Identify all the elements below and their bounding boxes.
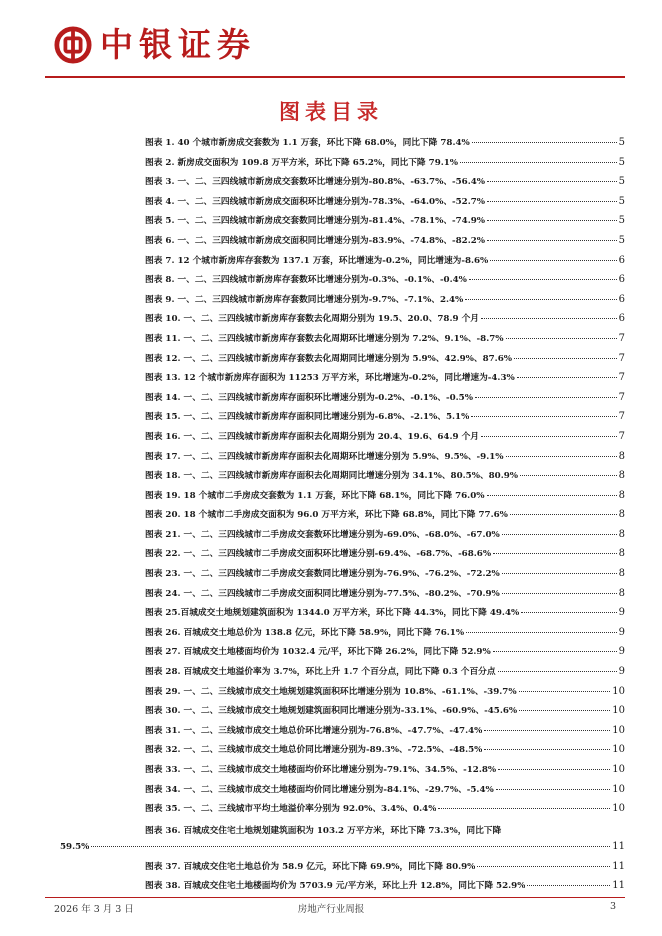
- toc-entry-page: 8: [618, 509, 625, 521]
- toc-dot-leader: [506, 456, 617, 457]
- toc-entry-continuation: [60, 841, 625, 860]
- toc-entry[interactable]: [145, 567, 625, 587]
- toc-entry[interactable]: [60, 822, 625, 860]
- footer-divider: [45, 897, 625, 898]
- toc-entry-page: 8: [618, 528, 625, 540]
- toc-dot-leader: [460, 162, 617, 163]
- toc-entry[interactable]: [145, 508, 625, 528]
- toc-entry-text: 图表 27. 百城成交土地楼面均价为 1032.4 元/平，环比下降 26.2%，同比下降 52.9%: [145, 647, 491, 658]
- toc-dot-leader: [490, 260, 616, 261]
- toc-entry-page: 8: [618, 587, 625, 599]
- toc-entry-text: 图表 6. 一、二、三四线城市新房成交面积同比增速分别为-83.9%、-74.8%、-82.2%: [145, 235, 486, 246]
- toc-entry-page: 6: [618, 254, 625, 266]
- toc-dot-leader: [91, 846, 610, 847]
- toc-entry-page: 10: [612, 764, 625, 775]
- toc-dot-leader: [502, 534, 617, 535]
- toc-entry[interactable]: [145, 234, 625, 254]
- toc-dot-leader: [469, 279, 617, 280]
- toc-entry-page: 7: [618, 391, 625, 403]
- toc-entry-page: 7: [618, 352, 625, 364]
- toc-entry[interactable]: [145, 606, 625, 626]
- toc-entry[interactable]: [145, 763, 625, 783]
- toc-entry-page: 7: [618, 411, 625, 423]
- toc-dot-leader: [438, 808, 610, 809]
- toc-entry-text: 图表 9. 一、二、三四线城市新房库存套数同比增速分别为-9.7%、-7.1%、2.4%: [145, 294, 464, 305]
- toc-dot-leader: [477, 866, 610, 867]
- toc-dot-leader: [465, 299, 616, 300]
- toc-dot-leader: [519, 710, 610, 711]
- toc-entry[interactable]: [145, 254, 625, 274]
- toc-entry-page: 7: [618, 430, 625, 442]
- toc-dot-leader: [472, 142, 617, 143]
- bank-of-china-logo-icon: [54, 26, 92, 64]
- toc-list: [60, 136, 625, 899]
- toc-entry-text: 图表 8. 一、二、三四线城市新房库存套数环比增速分别为-0.3%、-0.1%、-0.4%: [145, 275, 467, 286]
- toc-entry-page: 5: [618, 156, 625, 168]
- toc-entry-text: 图表 19. 18 个城市二手房成交套数为 1.1 万套，环比下降 68.1%，同比下降 76.0%: [145, 490, 485, 501]
- toc-entry[interactable]: [145, 391, 625, 411]
- toc-entry-page: 7: [618, 372, 625, 384]
- toc-entry-text: 图表 13. 12 个城市新房库存面积为 11253 万平方米，环比增速为-0.2%，同比增速为-4.3%: [145, 373, 515, 384]
- brand-name: 中银证券: [100, 25, 256, 64]
- toc-dot-leader: [487, 240, 617, 241]
- toc-entry[interactable]: [145, 645, 625, 665]
- toc-entry[interactable]: [145, 332, 625, 352]
- toc-dot-leader: [471, 416, 616, 417]
- toc-entry-text: 图表 32. 一、二、三线城市成交土地总价同比增速分别为-89.3%、-72.5%、-48.5%: [145, 745, 483, 756]
- toc-entry[interactable]: [145, 489, 625, 509]
- toc-entry-text: 图表 4. 一、二、三四线城市新房成交面积环比增速分别为-78.3%、-64.0%、-52.7%: [145, 196, 486, 207]
- toc-dot-leader: [514, 358, 617, 359]
- toc-entry-page: 6: [618, 274, 625, 286]
- toc-entry-text: 图表 38. 百城成交住宅土地楼面均价为 5703.9 元/平方米，环比上升 12.8%，同比下降 52.9%: [145, 881, 526, 892]
- toc-entry-text: 图表 34. 一、二、三线城市成交土地楼面均价同比增速分别为-84.1%、-29.7%、-5.4%: [145, 784, 494, 795]
- toc-entry-text: 图表 22. 一、二、三四线城市二手房成交面积环比增速分别-69.4%、-68.7%、-68.6%: [145, 549, 492, 560]
- toc-entry[interactable]: [145, 547, 625, 567]
- toc-entry-text-tail: 59.5%: [60, 841, 90, 852]
- toc-entry-text: 图表 21. 一、二、三四线城市二手房成交套数环比增速分别为-69.0%、-68.0%、-67.0%: [145, 529, 500, 540]
- toc-entry-text: 图表 25.百城成交土地规划建筑面积为 1344.0 万平方米，环比下降 44.3%，同比下降 49.4%: [145, 608, 520, 619]
- toc-entry[interactable]: [145, 626, 625, 646]
- toc-entry-text: 图表 28. 百城成交土地溢价率为 3.7%，环比上升 1.7 个百分点，同比下降 0.3 个百分点: [145, 667, 496, 678]
- toc-entry-page: 5: [618, 137, 625, 148]
- toc-entry-text: 图表 37. 百城成交住宅土地总价为 58.9 亿元，环比下降 69.9%，同比下降 80.9%: [145, 861, 476, 872]
- toc-entry-page: 5: [618, 195, 625, 207]
- toc-entry-text: 图表 15. 一、二、三四线城市新房库存面积同比增速分别为-6.8%、-2.1%、5.1%: [145, 412, 470, 423]
- toc-entry-page: 11: [612, 880, 625, 892]
- toc-entry[interactable]: [145, 587, 625, 607]
- toc-entry[interactable]: [145, 156, 625, 176]
- toc-dot-leader: [493, 651, 617, 652]
- toc-entry[interactable]: [145, 685, 625, 705]
- toc-entry-text: 图表 20. 18 个城市二手房成交面积为 96.0 万平方米，环比下降 68.8%，同比下降 77.6%: [145, 510, 508, 521]
- toc-title: 图表目录: [279, 100, 383, 124]
- toc-entry[interactable]: [145, 743, 625, 763]
- toc-entry[interactable]: [145, 783, 625, 803]
- toc-dot-leader: [481, 436, 617, 437]
- toc-entry-page: 9: [618, 607, 625, 619]
- toc-entry-page: 7: [618, 332, 625, 344]
- toc-entry[interactable]: [145, 273, 625, 293]
- toc-dot-leader: [496, 789, 611, 790]
- toc-entry-text: 图表 23. 一、二、三四线城市二手房成交套数同比增速分别为-76.9%、-76.2%、-72.2%: [145, 569, 500, 580]
- toc-entry-page: 8: [618, 489, 625, 501]
- toc-entry[interactable]: [145, 802, 625, 822]
- toc-entry-page: 10: [612, 803, 625, 815]
- page-header: [0, 0, 662, 78]
- toc-entry-page: 8: [618, 568, 625, 580]
- toc-dot-leader: [519, 691, 611, 692]
- toc-entry[interactable]: [145, 724, 625, 744]
- toc-entry-text: 图表 3. 一、二、三四线城市新房成交套数环比增速分别为-80.8%、-63.7%、-56.4%: [145, 177, 486, 188]
- toc-dot-leader: [475, 397, 617, 398]
- toc-entry[interactable]: [145, 860, 625, 880]
- toc-entry-text: 图表 18. 一、二、三四线城市新房库存面积去化周期同比增速分别为 34.1%、80.5%、80.9%: [145, 471, 519, 482]
- toc-dot-leader: [520, 475, 617, 476]
- toc-entry-page: 5: [618, 215, 625, 227]
- toc-entry[interactable]: [145, 430, 625, 450]
- toc-entry-page: 8: [618, 470, 625, 482]
- toc-dot-leader: [506, 338, 617, 339]
- toc-entry-text: 图表 26. 百城成交土地总价为 138.8 亿元，环比下降 58.9%，同比下降 76.1%: [145, 627, 465, 638]
- toc-entry-text: 图表 29. 一、二、三线城市成交土地规划建筑面积环比增速分别为 10.8%、-61.1%、-39.7%: [145, 686, 517, 697]
- toc-dot-leader: [498, 671, 617, 672]
- toc-entry-page: 10: [612, 783, 625, 795]
- toc-entry-page: 9: [618, 646, 625, 658]
- toc-dot-leader: [502, 573, 617, 574]
- toc-entry-text: 图表 5. 一、二、三四线城市新房成交套数同比增速分别为-81.4%、-78.1%、-74.9%: [145, 216, 486, 227]
- footer-date: 2026 年 3 月 3 日: [54, 904, 134, 915]
- toc-entry[interactable]: [145, 214, 625, 234]
- toc-entry-text: 图表 31. 一、二、三线城市成交土地总价环比增速分别为-76.8%、-47.7%、-47.4%: [145, 725, 483, 736]
- toc-dot-leader: [487, 181, 617, 182]
- toc-entry-text: 图表 7. 12 个城市新房库存套数为 137.1 万套，环比增速为-0.2%，同比增速为-8.6%: [145, 255, 489, 266]
- toc-entry-page: 6: [618, 293, 625, 305]
- toc-entry-page: 9: [618, 666, 625, 678]
- toc-entry-text: 图表 24. 一、二、三四线城市二手房成交面积同比增速分别为-77.5%、-80.2%、-70.9%: [145, 588, 500, 599]
- toc-entry-page: 9: [618, 626, 625, 638]
- toc-entry-text: 图表 30. 一、二、三线城市成交土地规划建筑面积同比增速分别为-33.1%、-60.9%、-45.6%: [145, 706, 518, 717]
- toc-entry-text: 图表 17. 一、二、三四线城市新房库存面积去化周期环比增速分别为 5.9%、9.5%、-9.1%: [145, 451, 504, 462]
- toc-dot-leader: [510, 514, 617, 515]
- toc-entry-page: 5: [618, 234, 625, 246]
- toc-entry-page: 10: [612, 705, 625, 717]
- toc-entry[interactable]: [145, 528, 625, 548]
- toc-entry[interactable]: [145, 352, 625, 372]
- toc-dot-leader: [517, 377, 617, 378]
- toc-entry-text: 图表 16. 一、二、三四线城市新房库存面积去化周期分别为 20.4、19.6、64.9 个月: [145, 431, 479, 442]
- toc-dot-leader: [487, 220, 617, 221]
- toc-entry-text: 图表 14. 一、二、三四线城市新房库存面积环比增速分别为-0.2%、-0.1%、-0.5%: [145, 392, 473, 403]
- toc-entry-page: 8: [618, 548, 625, 560]
- toc-entry[interactable]: [145, 665, 625, 685]
- toc-entry[interactable]: [145, 175, 625, 195]
- toc-entry[interactable]: [145, 469, 625, 489]
- footer-report-type: 房地产行业周报: [297, 904, 365, 915]
- toc-entry-page: 10: [612, 724, 625, 736]
- toc-entry[interactable]: [145, 312, 625, 332]
- toc-entry-page: 11: [612, 840, 625, 852]
- toc-dot-leader: [484, 749, 610, 750]
- toc-entry-text: 图表 33. 一、二、三线城市成交土地楼面均价环比增速分别为-79.1%、34.5%、-12.8%: [145, 765, 497, 775]
- toc-dot-leader: [487, 495, 617, 496]
- toc-entry-text: 图表 10. 一、二、三四线城市新房库存套数去化周期分别为 19.5、20.0、78.9 个月: [145, 314, 479, 325]
- toc-entry-page: 11: [612, 860, 625, 872]
- toc-dot-leader: [493, 553, 617, 554]
- toc-entry-text: 图表 2. 新房成交面积为 109.8 万平方米，环比下降 65.2%，同比下降 79.1%: [145, 157, 459, 168]
- toc-dot-leader: [484, 730, 610, 731]
- toc-entry-text: 图表 1. 40 个城市新房成交套数为 1.1 万套，环比下降 68.0%，同比下降 78.4%: [145, 138, 470, 148]
- toc-entry-text: 图表 11. 一、二、三四线城市新房库存套数去化周期环比增速分别为 7.2%、9.1%、-8.7%: [145, 333, 504, 344]
- toc-entry[interactable]: [145, 293, 625, 313]
- toc-entry[interactable]: [145, 371, 625, 391]
- toc-entry-page: 8: [618, 450, 625, 462]
- toc-entry-page: 10: [612, 685, 625, 697]
- toc-entry[interactable]: [145, 450, 625, 470]
- toc-entry-text: 图表 35. 一、二、三线城市平均土地溢价率分别为 92.0%、3.4%、0.4%: [145, 804, 437, 815]
- toc-entry[interactable]: [145, 410, 625, 430]
- toc-entry-text: 图表 36. 百城成交住宅土地规划建筑面积为 103.2 万平方米，环比下降 73.3%，同比下降: [145, 825, 502, 836]
- toc-dot-leader: [527, 885, 610, 886]
- toc-dot-leader: [481, 318, 617, 319]
- toc-dot-leader: [498, 769, 610, 770]
- toc-dot-leader: [521, 612, 616, 613]
- toc-entry-page: 5: [618, 176, 625, 188]
- toc-entry[interactable]: [145, 704, 625, 724]
- toc-dot-leader: [466, 632, 617, 633]
- toc-entry-text: 图表 12. 一、二、三四线城市新房库存套数去化周期同比增速分别为 5.9%、42.9%、87.6%: [145, 353, 513, 364]
- toc-entry-page: 6: [618, 313, 625, 325]
- footer-page-number: 3: [609, 901, 616, 912]
- toc-entry[interactable]: [145, 195, 625, 215]
- toc-entry-page: 10: [612, 744, 625, 756]
- toc-dot-leader: [502, 593, 617, 594]
- toc-entry[interactable]: [145, 136, 625, 156]
- toc-dot-leader: [487, 201, 617, 202]
- header-divider: [45, 76, 625, 78]
